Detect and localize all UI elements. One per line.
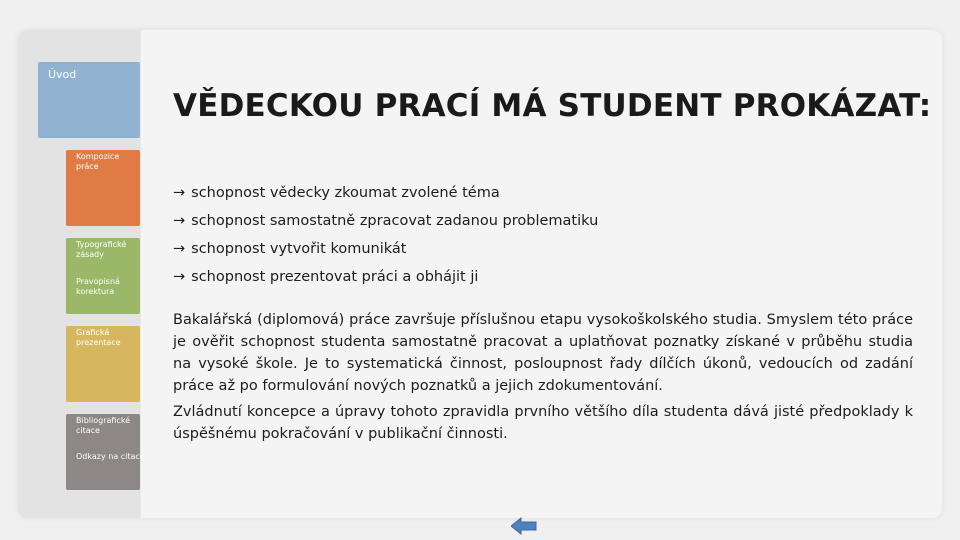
body-paragraph: Bakalářská (diplomová) práce završuje příslušnou etapu vysokoškolského studia. Smyslem této práce je ověřit schopnost studenta samostatně pracovat a uplatňovat poznatky získané v průběhu studia na vysoké škole. Je to systematická činnost, posloupnost řady dílčích úkonů, vedoucích od zadání práce až po formulování nových poznatků a jejich zdokumentování. (173, 312, 913, 394)
bullet-item: → schopnost samostatně zpracovat zadanou problematiku (173, 213, 599, 229)
sidebar-item-label: Pravopisná korektura (76, 277, 120, 296)
bullet-item: → schopnost vytvořit komunikát (173, 241, 407, 257)
arrow-right-icon: → (173, 241, 186, 257)
sidebar-item-kompozice[interactable] (66, 150, 140, 226)
bullet-item: → schopnost vědecky zkoumat zvolené téma (173, 185, 500, 201)
body-paragraph: Zvládnutí koncepce a úpravy tohoto zpravidla prvního většího díla studenta dává jisté předpoklady k úspěšnému pokračování v publikační činnosti. (173, 404, 913, 442)
sidebar-item-label: Grafická prezentace (76, 328, 121, 347)
back-button[interactable] (511, 517, 537, 535)
sidebar-item-odkazy-na-citace[interactable] (76, 452, 145, 462)
slide-title: VĚDECKOU PRACÍ MÁ STUDENT PROKÁZAT: (173, 88, 932, 124)
sidebar-item-label: Odkazy na citace (76, 452, 145, 461)
sidebar-item-label: Úvod (48, 68, 77, 81)
sidebar-item-typograficke-zasady[interactable] (66, 238, 140, 314)
arrow-right-icon: → (173, 269, 186, 285)
sidebar-item-graficka-prezentace[interactable] (66, 326, 140, 402)
arrow-right-icon: → (173, 213, 186, 229)
sidebar-item-label: Bibliografické citace (76, 416, 131, 435)
bullet-item: → schopnost prezentovat práci a obhájit ji (173, 269, 479, 285)
sidebar-item-uvod[interactable] (38, 62, 140, 138)
arrow-left-icon (511, 517, 537, 535)
bullet-list (173, 182, 933, 294)
arrow-right-icon: → (173, 185, 186, 201)
sidebar-item-pravopisna-korektura[interactable] (76, 277, 138, 297)
sidebar-item-label: Kompozice práce (76, 152, 120, 171)
sidebar-item-label: Typografické zásady (76, 240, 127, 259)
